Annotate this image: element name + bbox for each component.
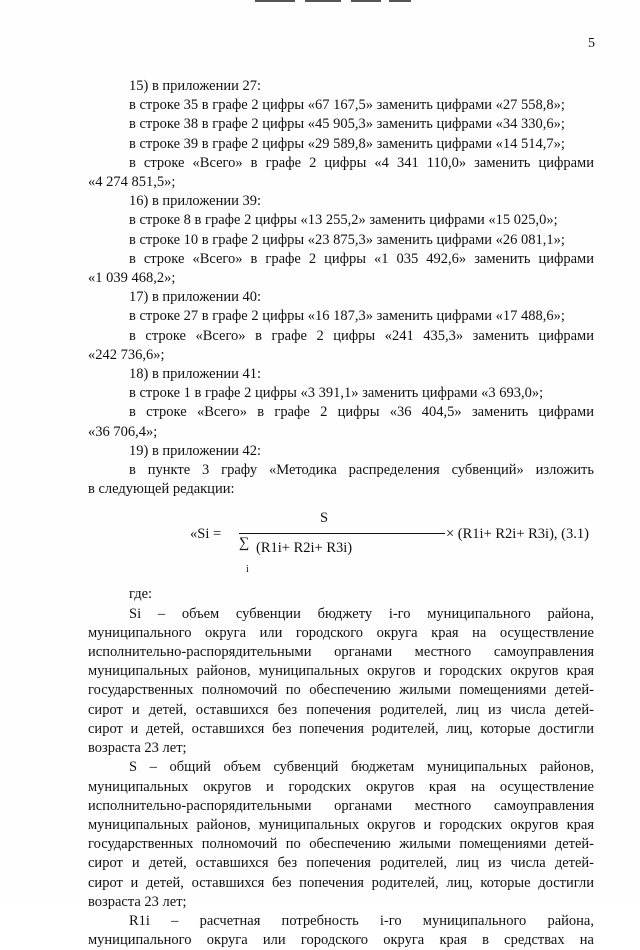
definition-line: муниципальных округов и городских округов края на осуществление — [88, 778, 594, 795]
amendment-line-cont: «36 706,4»; — [88, 423, 158, 440]
item-heading: 18) в приложении 41: — [129, 366, 262, 383]
definition-line: муниципального округа или городского округа края на осуществление — [88, 624, 594, 641]
definition-line: государственных полномочий по обеспечению жилыми помещениями детей- — [88, 682, 594, 699]
amendment-line: в строке 8 в графе 2 цифры «13 255,2» заменить цифрами «15 025,0»; — [129, 212, 558, 229]
document-body — [88, 77, 594, 950]
formula-numerator: S — [320, 510, 329, 527]
definition-line: муниципального округа или городского округа края в средствах на — [88, 932, 594, 949]
amendment-line: в строке «Всего» в графе 2 цифры «241 435,3» заменить цифрами — [129, 327, 594, 344]
definition-line: исполнительно-распорядительными органами местного самоуправления — [88, 797, 594, 814]
definition-line: муниципальных районов, муниципальных округов и городских округов края — [88, 816, 594, 833]
definition-line: R1i – расчетная потребность i-го муниципального района, — [129, 912, 594, 929]
formula-3-1 — [88, 505, 594, 581]
definition-line: Si – объем субвенции бюджету i-го муниципального района, — [129, 605, 594, 622]
amendment-line: в строке 27 в графе 2 цифры «16 187,3» заменить цифрами «17 488,6»; — [129, 308, 565, 325]
formula-rhs: × (R1i+ R2i+ R3i), (3.1) — [446, 526, 589, 543]
definition-line: возраста 23 лет; — [88, 740, 187, 757]
item-heading: 15) в приложении 27: — [129, 78, 262, 94]
definition-line: муниципальных районов, муниципальных округов и городских округов края — [88, 663, 594, 680]
formula-denominator: (R1i+ R2i+ R3i) — [256, 540, 353, 557]
definition-line: государственных полномочий по обеспечению жилыми помещениями детей- — [88, 836, 594, 853]
scan-edge-marks — [255, 0, 415, 4]
sigma-symbol: ∑ — [239, 535, 250, 552]
definition-line: сирот и детей, оставшихся без попечения родителей, лиц из числа детей- — [88, 855, 594, 872]
item-heading: 19) в приложении 42: — [129, 442, 262, 459]
page-number: 5 — [588, 36, 595, 51]
amendment-line: в строке 38 в графе 2 цифры «45 905,3» заменить цифрами «34 330,6»; — [129, 116, 565, 133]
definition-line: S – общий объем субвенций бюджетам муниципальных районов, — [129, 759, 594, 776]
amendment-line: в строке «Всего» в графе 2 цифры «36 404,5» заменить цифрами — [129, 404, 594, 421]
definition-line: сирот и детей, оставшихся без попечения родителей, лиц, которые достигли — [88, 720, 594, 737]
where-label: где: — [129, 586, 153, 603]
formula-lhs: «Si = — [190, 526, 222, 543]
amendment-line: в пункте 3 графу «Методика распределения субвенций» изложить — [129, 462, 594, 479]
amendment-line: в строке 39 в графе 2 цифры «29 589,8» заменить цифрами «14 514,7»; — [129, 135, 565, 152]
amendment-line: в строке 10 в графе 2 цифры «23 875,3» заменить цифрами «26 081,1»; — [129, 231, 565, 248]
amendment-line-cont: «1 039 468,2»; — [88, 270, 176, 287]
definition-line: исполнительно-распорядительными органами местного самоуправления — [88, 644, 594, 661]
item-heading: 17) в приложении 40: — [129, 289, 262, 306]
amendment-line-cont: «4 274 851,5»; — [88, 174, 176, 191]
definition-line: сирот и детей, оставшихся без попечения родителей, лиц из числа детей- — [88, 701, 594, 718]
definition-line: возраста 23 лет; — [88, 893, 187, 910]
amendment-line: в строке 1 в графе 2 цифры «3 391,1» заменить цифрами «3 693,0»; — [129, 385, 544, 402]
sum-index: i — [246, 564, 249, 576]
amendment-line: в строке «Всего» в графе 2 цифры «1 035 492,6» заменить цифрами — [129, 250, 594, 267]
amendment-line-cont: «242 736,6»; — [88, 346, 165, 363]
fraction-line — [239, 533, 445, 534]
amendment-line: в строке 35 в графе 2 цифры «67 167,5» заменить цифрами «27 558,8»; — [129, 97, 565, 114]
amendment-line-cont: в следующей редакции: — [88, 481, 235, 498]
item-heading: 16) в приложении 39: — [129, 193, 262, 210]
definition-line: сирот и детей, оставшихся без попечения родителей, лиц, которые достигли — [88, 874, 594, 891]
amendment-line: в строке «Всего» в графе 2 цифры «4 341 110,0» заменить цифрами — [129, 154, 594, 171]
